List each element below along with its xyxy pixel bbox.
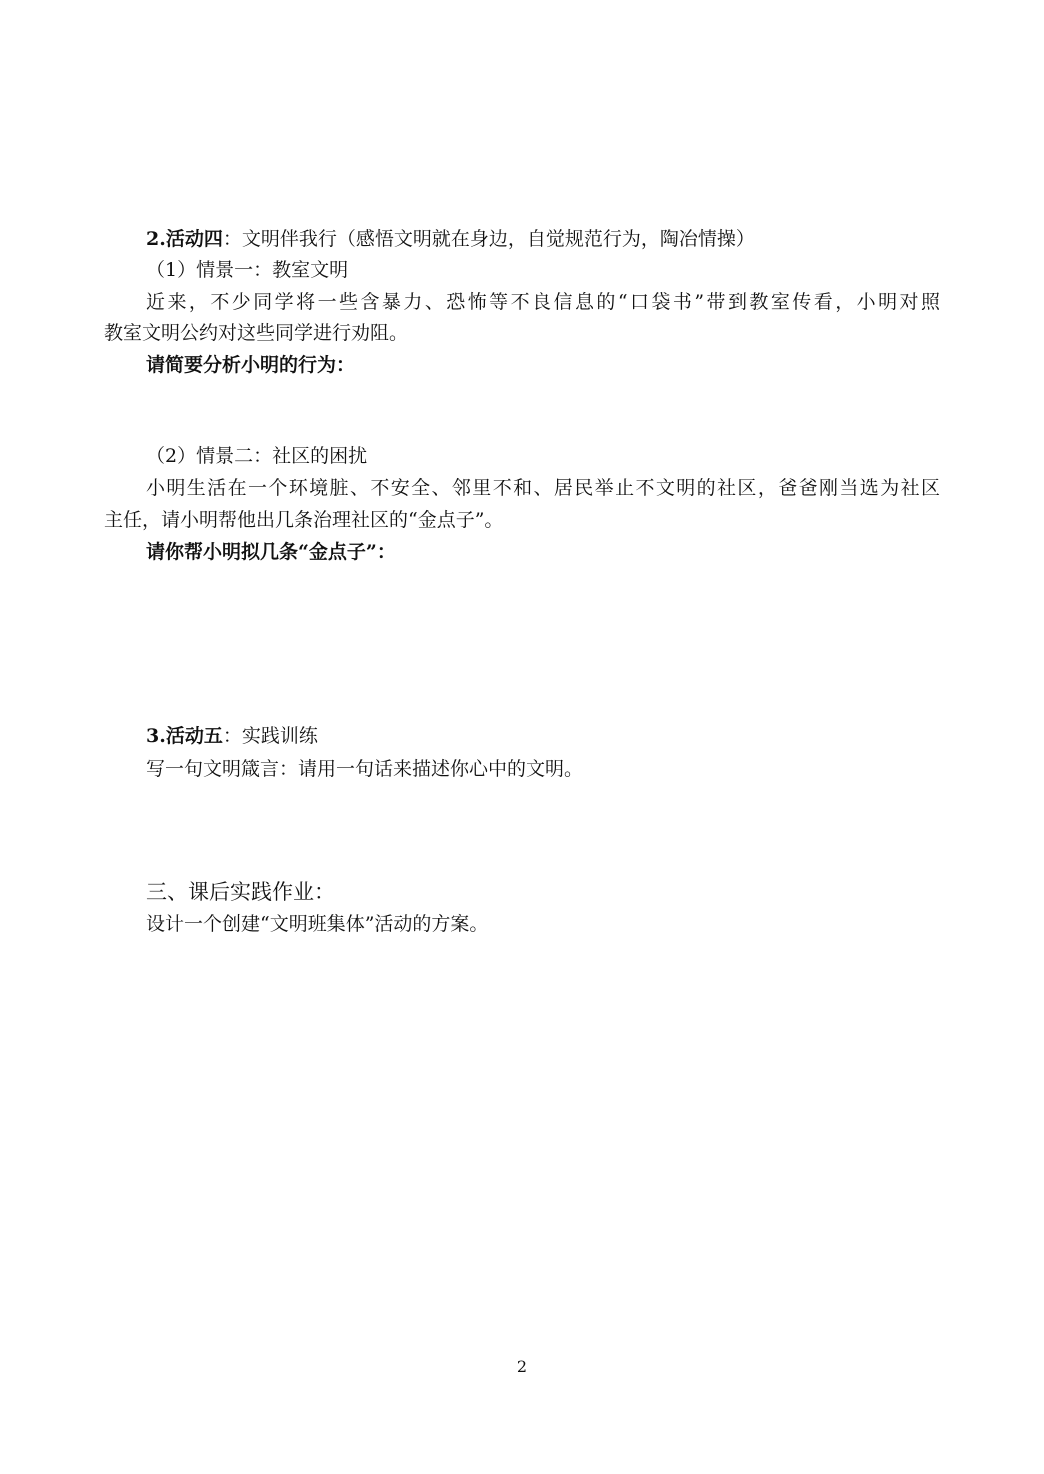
scene1-question: 请简要分析小明的行为：: [146, 354, 356, 376]
activity5-heading: [146, 723, 318, 749]
activity4-prefix: 2.活动四: [146, 228, 223, 250]
scene2-question: 请你帮小明拟几条“金点子”：: [146, 541, 396, 563]
activity4-heading: [146, 226, 755, 252]
scene2-text-line1: 小明生活在一个环境脏、不安全、邻里不和、居民举止不文明的社区，爸爸刚当选为社区: [146, 477, 940, 499]
section3-heading: 三、课后实践作业：: [146, 880, 335, 904]
page-number: 2: [516, 1357, 528, 1376]
scene1-text-line2: 教室文明公约对这些同学进行劝阻。: [104, 322, 409, 344]
activity5-prefix: 3.活动五: [146, 725, 223, 747]
scene1-text-line1: 近来，不少同学将一些含暴力、恐怖等不良信息的“口袋书”带到教室传看，小明对照: [146, 291, 940, 313]
scene1-title: （1）情景一：教室文明: [146, 259, 349, 281]
activity5-text: 写一句文明箴言：请用一句话来描述你心中的文明。: [146, 758, 584, 780]
section3-text: 设计一个创建“文明班集体”活动的方案。: [146, 913, 489, 935]
activity5-title: ：实践训练: [222, 725, 318, 747]
scene2-title: （2）情景二：社区的困扰: [146, 445, 368, 467]
scene2-text-line2: 主任，请小明帮他出几条治理社区的“金点子”。: [104, 509, 504, 531]
activity4-title: ：文明伴我行（感悟文明就在身边，自觉规范行为，陶冶情操）: [222, 228, 755, 250]
